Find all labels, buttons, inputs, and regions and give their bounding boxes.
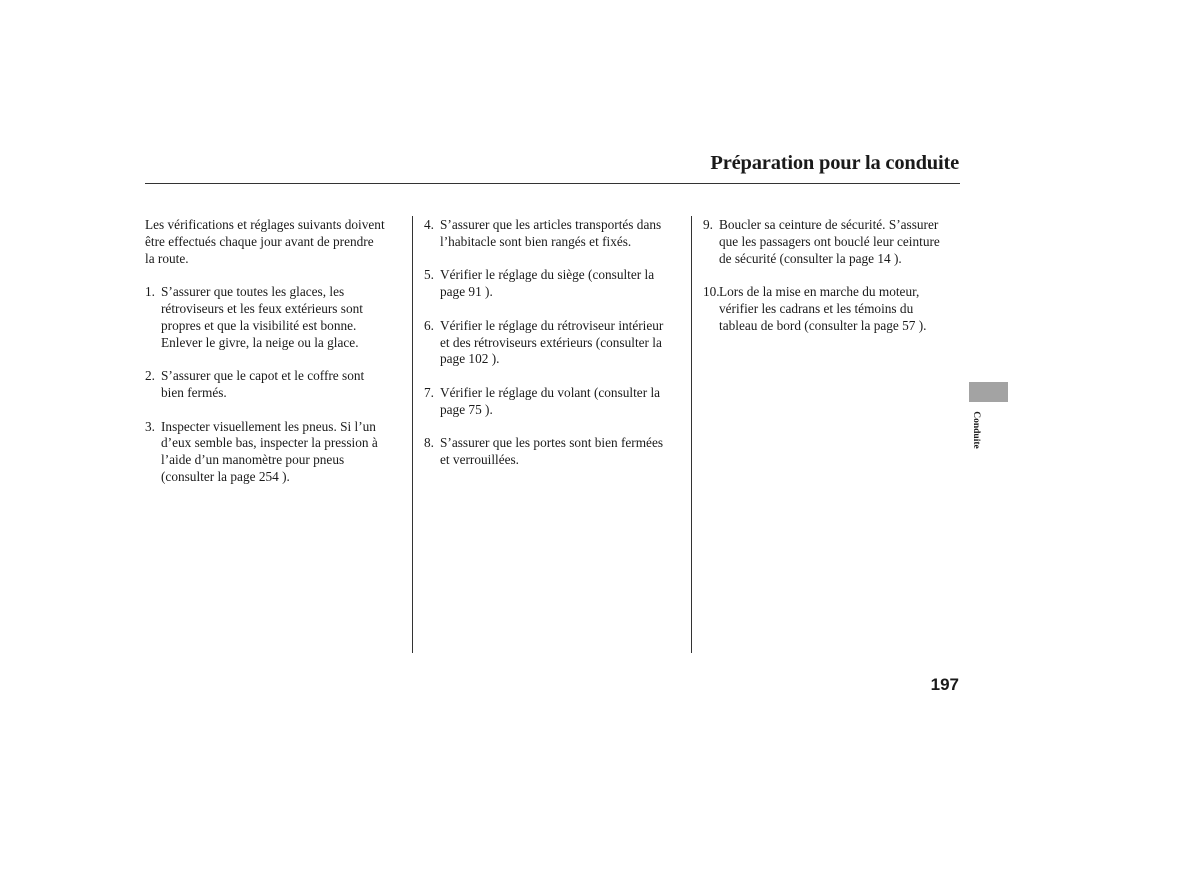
intro-line: Les vérifications et réglages suivants doivent bbox=[145, 217, 385, 232]
checklist-item-9 bbox=[703, 217, 965, 267]
section-tab-marker bbox=[969, 382, 1008, 402]
item-line: propres et que la visibilité est bonne. bbox=[161, 317, 357, 333]
column-divider bbox=[691, 216, 692, 653]
item-line: page 91 ). bbox=[440, 284, 493, 300]
item-line: vérifier les cadrans et les témoins du bbox=[719, 300, 914, 316]
checklist-item-3 bbox=[145, 419, 407, 486]
intro-line: être effectués chaque jour avant de prendre bbox=[145, 233, 374, 249]
item-number: 7. bbox=[424, 384, 434, 400]
column-divider bbox=[412, 216, 413, 653]
page-number: 197 bbox=[930, 675, 959, 694]
item-number: 3. bbox=[145, 418, 155, 434]
header-rule bbox=[145, 183, 960, 184]
checklist-item-7 bbox=[424, 385, 686, 419]
intro-line: la route. bbox=[145, 250, 189, 266]
intro-paragraph bbox=[145, 217, 407, 267]
item-line: et des rétroviseurs extérieurs (consulter la bbox=[440, 334, 662, 350]
item-line: bien fermés. bbox=[161, 384, 227, 400]
item-line: d’eux semble bas, inspecter la pression à bbox=[161, 435, 378, 451]
item-number: 6. bbox=[424, 317, 434, 333]
item-line: S’assurer que le capot et le coffre sont bbox=[161, 368, 365, 384]
item-line: et verrouillées. bbox=[440, 452, 520, 468]
checklist-item-4 bbox=[424, 217, 686, 251]
item-line: page 75 ). bbox=[440, 401, 493, 417]
item-line: tableau de bord (consulter la page 57 ). bbox=[719, 317, 927, 333]
item-line: Vérifier le réglage du siège (consulter la bbox=[440, 267, 655, 283]
item-number: 9. bbox=[703, 217, 713, 232]
item-line: l’aide d’un manomètre pour pneus bbox=[161, 452, 345, 468]
item-number: 5. bbox=[424, 267, 434, 283]
section-side-label: Conduite bbox=[971, 411, 981, 449]
checklist-item-5 bbox=[424, 267, 686, 301]
column-1 bbox=[145, 217, 407, 503]
checklist-item-8 bbox=[424, 435, 686, 469]
checklist-item-6 bbox=[424, 318, 686, 368]
item-line: que les passagers ont bouclé leur ceinture bbox=[719, 233, 940, 249]
checklist-item-2 bbox=[145, 368, 407, 402]
item-line: (consulter la page 254 ). bbox=[161, 468, 290, 484]
item-line: S’assurer que les portes sont bien fermées bbox=[440, 435, 664, 451]
item-number: 8. bbox=[424, 435, 434, 451]
item-line: S’assurer que les articles transportés dans bbox=[440, 217, 662, 232]
item-line: Inspecter visuellement les pneus. Si l’un bbox=[161, 418, 376, 434]
item-number: 4. bbox=[424, 217, 434, 232]
column-3 bbox=[703, 217, 965, 351]
item-number: 1. bbox=[145, 284, 155, 300]
item-line: page 102 ). bbox=[440, 351, 500, 367]
item-line: Boucler sa ceinture de sécurité. S’assurer bbox=[719, 217, 939, 232]
page-title: Préparation pour la conduite bbox=[710, 152, 959, 174]
checklist-item-1 bbox=[145, 284, 407, 351]
item-line: l’habitacle sont bien rangés et fixés. bbox=[440, 233, 632, 249]
column-2 bbox=[424, 217, 686, 486]
item-line: Vérifier le réglage du rétroviseur intérieur bbox=[440, 317, 664, 333]
item-line: rétroviseurs et les feux extérieurs sont bbox=[161, 300, 363, 316]
item-line: de sécurité (consulter la page 14 ). bbox=[719, 250, 902, 266]
item-line: Lors de la mise en marche du moteur, bbox=[719, 284, 920, 300]
checklist-item-10 bbox=[703, 284, 965, 334]
item-line: Enlever le givre, la neige ou la glace. bbox=[161, 334, 359, 350]
item-number: 2. bbox=[145, 368, 155, 384]
item-line: S’assurer que toutes les glaces, les bbox=[161, 284, 345, 300]
item-line: Vérifier le réglage du volant (consulter la bbox=[440, 384, 661, 400]
item-number: 10. bbox=[703, 284, 720, 300]
